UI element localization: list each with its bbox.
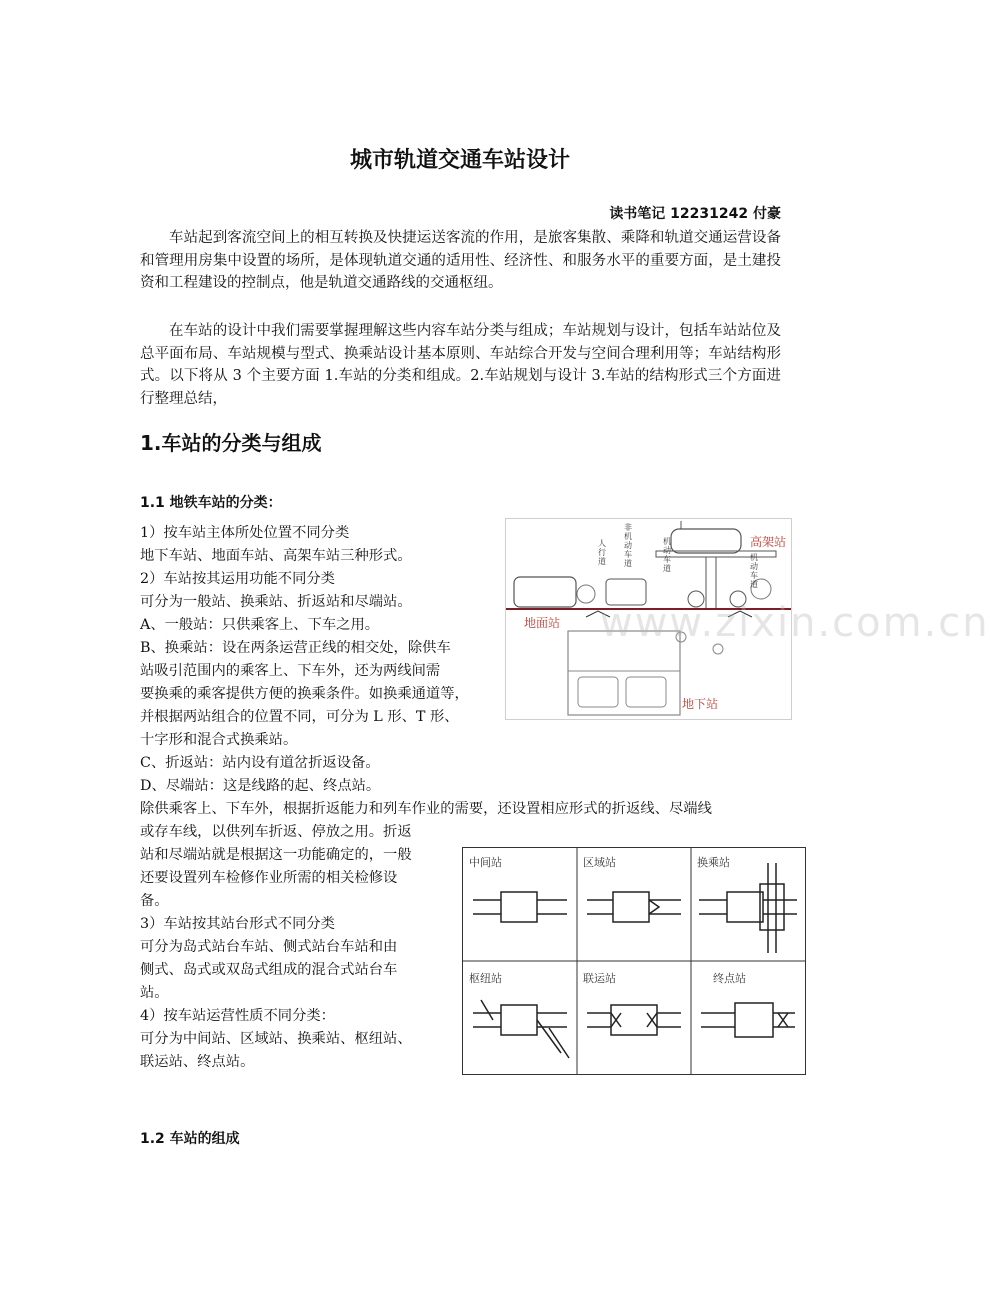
text-line: 可分为岛式站台车站、侧式站台车站和由: [140, 939, 398, 955]
text-line: 地下车站、地面车站、高架车站三种形式。: [140, 548, 412, 564]
text-line: 联运站、终点站。: [140, 1054, 255, 1070]
section-heading-1-1: 1.1 地铁车站的分类：: [140, 495, 282, 511]
elevated-station-label: 高架站: [750, 535, 787, 549]
schematic-label: 枢纽站: [469, 972, 502, 985]
text-line: 2）车站按其运用功能不同分类: [140, 571, 335, 587]
motor-lane-label-2: 机动车道: [750, 553, 758, 589]
text-line: 还要设置列车检修作业所需的相关检修设: [140, 870, 398, 886]
non-motor-lane-label: 非机动车道: [624, 523, 632, 568]
schematic-label: 区域站: [583, 856, 616, 869]
section-heading-1-2: 1.2 车站的组成: [140, 1131, 240, 1147]
text-line: 十字形和混合式换乘站。: [140, 732, 298, 748]
text-line: A、一般站：只供乘客上、下车之用。: [140, 617, 380, 633]
underground-station-label: 地下站: [682, 697, 719, 711]
schematic-label: 联运站: [583, 972, 616, 985]
text-line: 要换乘的乘客提供方便的换乘条件。如换乘通道等，: [140, 686, 469, 702]
text-line: 备。: [140, 893, 169, 909]
text-line: 站和尽端站就是根据这一功能确定的，一般: [140, 847, 412, 863]
text-line: 站吸引范围内的乘客上、下车外，还为两线间需: [140, 663, 441, 679]
text-line: B、换乘站：设在两条运营正线的相交处，除供车: [140, 640, 451, 656]
schematic-label: 中间站: [469, 856, 502, 869]
ground-station-label: 地面站: [524, 616, 561, 630]
text-line: 可分为中间站、区域站、换乘站、枢纽站、: [140, 1031, 412, 1047]
text-line: 侧式、岛式或双岛式组成的混合式站台车: [140, 962, 398, 978]
intro-paragraph-1: 车站起到客流空间上的相互转换及快捷运送客流的作用，是旅客集散、乘降和轨道交通运营设备和管理用房集中设置的场所，是体现轨道交通的适用性、经济性、和服务水平的重要方面，是土建投资和工程建设的控制点，他是轨道交通路线的交通枢纽。: [140, 230, 781, 292]
station-schematic-drawing: [463, 848, 805, 1074]
text-line: 4）按车站运营性质不同分类：: [140, 1008, 335, 1024]
motor-lane-label: 机动车道: [663, 537, 671, 573]
schematic-label: 换乘站: [697, 856, 730, 869]
text-line: 可分为一般站、换乘站、折返站和尽端站。: [140, 594, 412, 610]
station-schematic-grid: [462, 847, 806, 1075]
watermark: www.zixin.com.cn: [600, 600, 990, 646]
text-line: 3）车站按其站台形式不同分类: [140, 916, 335, 932]
intro-paragraph-2: 在车站的设计中我们需要掌握理解这些内容车站分类与组成；车站规划与设计，包括车站站位及总平面布局、车站规模与型式、换乘站设计基本原则、车站综合开发与空间合理利用等；车站结构形式。以下将从 3 个主要方面 1.车站的分类和组成。2.车站规划与设计 3.车站的结构形式三个方面进行整理总结，: [140, 323, 781, 407]
text-line-full: 除供乘客上、下车外，根据折返能力和列车作业的需要，还设置相应形式的折返线、尽端线: [140, 801, 712, 817]
sidewalk-label: 人行道: [598, 539, 606, 566]
text-line: 站。: [140, 985, 169, 1001]
text-line: 并根据两站组合的位置不同，可分为 L 形、T 形、: [140, 709, 459, 725]
schematic-label: 终点站: [713, 972, 746, 985]
text-line: D、尽端站：这是线路的起、终点站。: [140, 778, 381, 794]
byline: 读书笔记 12231242 付豪: [609, 206, 781, 222]
document-title: 城市轨道交通车站设计: [349, 148, 570, 173]
text-line: 或存车线，以供列车折返、停放之用。折返: [140, 824, 412, 840]
text-line: C、折返站：站内设有道岔折返设备。: [140, 755, 380, 771]
section-heading-1: 1.车站的分类与组成: [140, 431, 322, 455]
text-line: 1）按车站主体所处位置不同分类: [140, 525, 350, 541]
